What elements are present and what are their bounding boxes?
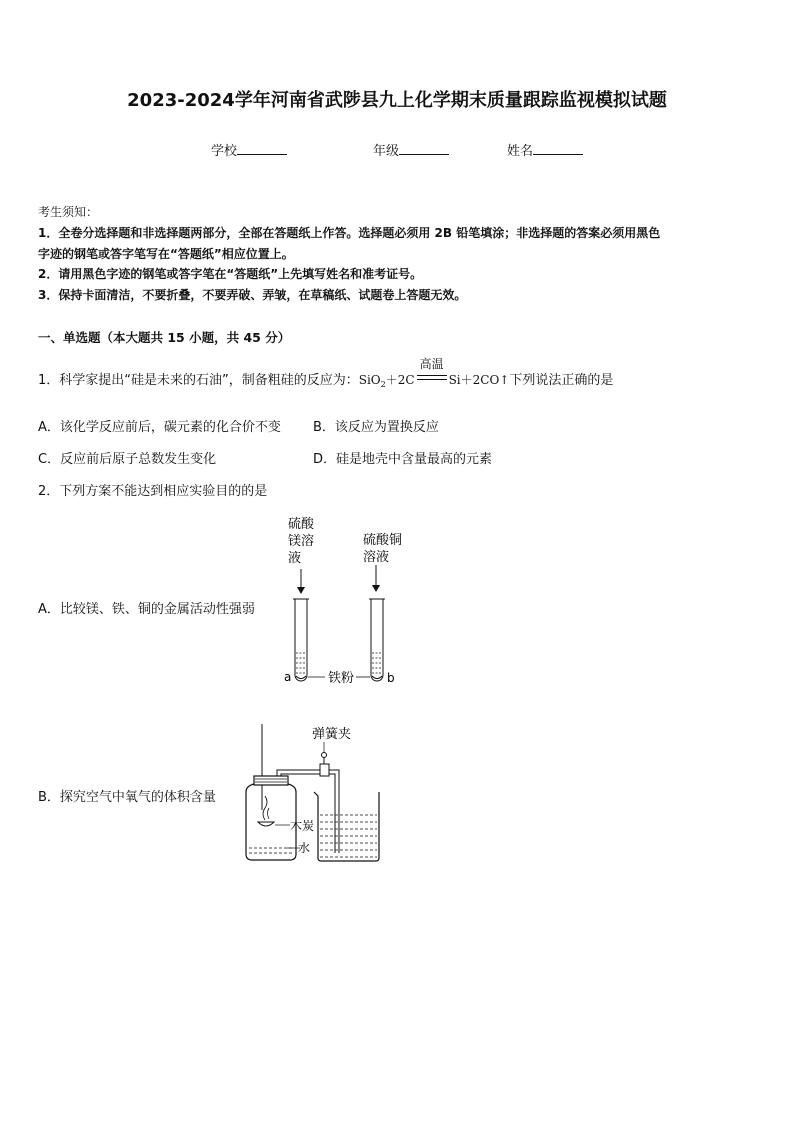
school-label: 学校 <box>211 144 238 159</box>
name-blank <box>533 142 583 155</box>
reactant-subscript: 2 <box>380 380 386 389</box>
q1-option-c: C．反应前后原子总数发生变化 <box>38 452 217 467</box>
test-tube-b <box>369 599 385 681</box>
page-title: 2023-2024学年河南省武陟县九上化学期末质量跟踪监视模拟试题 <box>127 90 667 111</box>
section-heading: 一、单选题（本大题共 15 小题，共 45 分） <box>38 330 291 345</box>
q2-option-a: A．比较镁、铁、铜的金属活动性强弱 <box>38 602 255 617</box>
notice-heading: 考生须知： <box>38 205 99 219</box>
label-a: a <box>284 670 292 684</box>
question-2-stem: 2．下列方案不能达到相应实验目的的是 <box>38 484 268 499</box>
right-reagent-line-2: 溶液 <box>363 550 390 565</box>
beaker <box>314 792 379 861</box>
reactant-carbon: ＋2C <box>385 373 415 387</box>
spring-clip <box>320 764 329 776</box>
q1-option-b: B．该反应为置换反应 <box>313 420 439 435</box>
left-arrow <box>297 569 305 594</box>
name-label: 姓名 <box>507 144 534 159</box>
left-reagent-line-2: 镁溶 <box>288 534 315 549</box>
question-1 <box>38 357 614 389</box>
reaction-equation <box>358 357 510 389</box>
question-1-tail: 下列说法正确的是 <box>509 373 614 388</box>
reaction-equals-sign <box>417 357 447 383</box>
grade-blank <box>399 142 449 155</box>
right-reagent-line-1: 硫酸铜 <box>363 533 403 548</box>
right-arrow <box>372 565 380 592</box>
left-reagent-line-1: 硫酸 <box>288 517 315 532</box>
rubber-stopper <box>254 776 288 785</box>
q1-option-a: A．该化学反应前后，碳元素的化合价不变 <box>38 420 281 435</box>
label-iron-powder: 铁粉 <box>328 671 355 686</box>
notice-item-3: 3．保持卡面清洁，不要折叠，不要弄破、弄皱，在草稿纸、试题卷上答题无效。 <box>38 288 467 302</box>
notice-item-2: 2．请用黑色字迹的钢笔或答字笔在“答题纸”上先填写姓名和准考证号。 <box>38 267 423 281</box>
test-tube-a <box>293 599 309 681</box>
reactant-sio2: SiO <box>358 373 381 387</box>
notice-item-1-line-1: 1．全卷分选择题和非选择题两部分，全部在答题纸上作答。选择题必须用 2B 铅笔填涂；非选择题的答案必须用黑色 <box>38 226 661 240</box>
label-charcoal: 木炭 <box>290 819 315 833</box>
grade-label: 年级 <box>373 144 400 159</box>
combustion-spoon <box>258 822 274 826</box>
notice-item-1-line-2: 字迹的钢笔或答字笔写在“答题纸”相应位置上。 <box>38 247 294 261</box>
question-1-stem: 1．科学家提出“硅是未来的石油”，制备粗硅的反应为： <box>38 373 359 388</box>
left-reagent-line-3: 液 <box>288 551 302 566</box>
label-spring-clip: 弹簧夹 <box>312 727 352 742</box>
school-field <box>211 140 287 159</box>
grade-field <box>373 140 449 159</box>
reaction-products: Si＋2CO↑ <box>448 373 510 387</box>
school-blank <box>237 142 287 155</box>
test-tube-figure <box>270 515 420 695</box>
flame <box>263 796 267 820</box>
reaction-condition: 高温 <box>419 357 444 371</box>
label-water: 水 <box>298 841 311 855</box>
name-field <box>507 140 583 159</box>
oxygen-apparatus-figure <box>232 722 392 867</box>
label-b: b <box>387 671 395 685</box>
q1-option-d: D．硅是地壳中含量最高的元素 <box>313 452 493 467</box>
q2-option-b: B．探究空气中氧气的体积含量 <box>38 790 216 805</box>
